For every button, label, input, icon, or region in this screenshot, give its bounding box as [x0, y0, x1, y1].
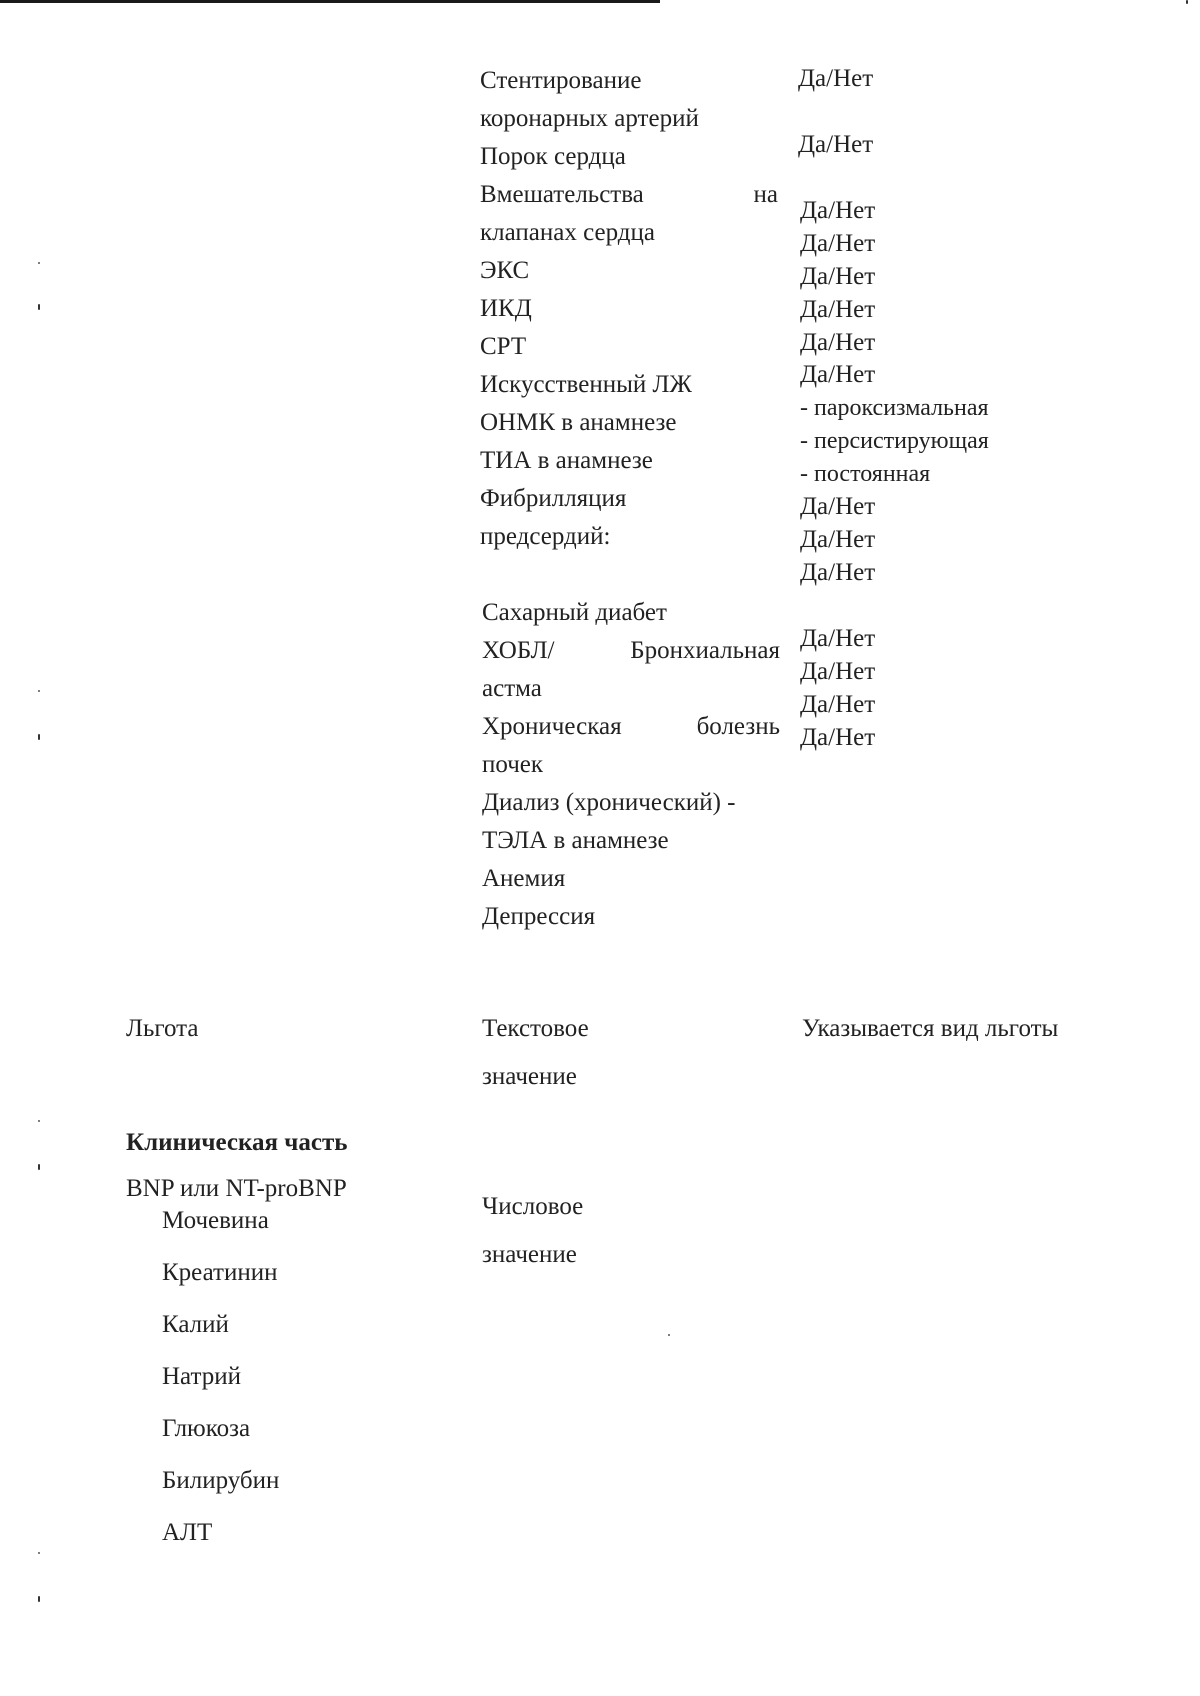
label-ckd-cont: почек — [482, 751, 544, 778]
scan-speck — [38, 304, 40, 310]
label-dialysis: Диализ (хронический) - — [482, 789, 736, 816]
label-valve-intervention-cont: клапанах сердца — [480, 219, 655, 246]
label-valve-defect: Порок сердца — [480, 143, 626, 170]
value-yes-no: Да/Нет — [800, 724, 876, 751]
label-copd — [482, 638, 780, 663]
scan-speck — [38, 1164, 40, 1170]
scan-speck — [1186, 0, 1188, 4]
label-valve-intervention-b: на — [753, 181, 778, 208]
value-yes-no: Да/Нет — [800, 296, 876, 323]
value-yes-no: Да/Нет — [800, 691, 876, 718]
value-yes-no: Да/Нет — [800, 526, 876, 553]
value-yes-no: Да/Нет — [800, 625, 876, 652]
label-stenting-cont: коронарных артерий — [480, 105, 699, 132]
value-yes-no: Да/Нет — [800, 559, 876, 586]
value-yes-no: Да/Нет — [800, 361, 876, 388]
label-valve-intervention — [480, 182, 778, 207]
label-tela: ТЭЛА в анамнезе — [482, 827, 669, 854]
scan-speck — [38, 1552, 40, 1554]
scan-speck — [38, 1596, 40, 1602]
clinical-type-cont: значение — [482, 1241, 577, 1268]
benefit-type: Текстовое — [482, 1015, 589, 1042]
scan-speck — [668, 1334, 670, 1336]
label-srt: СРТ — [480, 333, 527, 360]
label-onmk: ОНМК в анамнезе — [480, 409, 677, 436]
lab-item: Калий — [162, 1311, 229, 1338]
label-diabetes: Сахарный диабет — [482, 599, 667, 626]
value-yes-no: Да/Нет — [800, 197, 876, 224]
label-benefit: Льгота — [126, 1015, 199, 1042]
benefit-type-cont: значение — [482, 1063, 577, 1090]
clinical-heading: Клиническая часть — [126, 1129, 348, 1156]
scan-speck — [38, 690, 40, 692]
lab-item: Мочевина — [162, 1207, 269, 1234]
label-ckd-b: болезнь — [696, 713, 780, 740]
label-tia: ТИА в анамнезе — [480, 447, 653, 474]
value-yes-no: Да/Нет — [800, 329, 876, 356]
value-yes-no: Да/Нет — [800, 230, 876, 257]
value-yes-no: Да/Нет — [798, 131, 874, 158]
lab-bnp: BNP или NT-proBNP — [126, 1175, 347, 1202]
lab-item: Глюкоза — [162, 1415, 251, 1442]
label-ckd-a: Хроническая — [482, 713, 622, 740]
label-af: Фибрилляция — [480, 485, 627, 512]
value-af-persistent: - персистирующая — [800, 428, 989, 454]
value-af-permanent: - постоянная — [800, 461, 931, 487]
value-af-paroxysmal: - пароксизмальная — [800, 395, 989, 421]
value-yes-no: Да/Нет — [800, 658, 876, 685]
label-stenting: Стентирование — [480, 67, 642, 94]
lab-item: Креатинин — [162, 1259, 278, 1286]
label-depression: Депрессия — [482, 903, 596, 930]
value-yes-no: Да/Нет — [798, 65, 874, 92]
value-yes-no: Да/Нет — [800, 263, 876, 290]
label-af-cont: предсердий: — [480, 523, 611, 550]
scan-speck — [38, 262, 40, 264]
benefit-note: Указывается вид льготы — [802, 1015, 1059, 1042]
label-copd-a: ХОБЛ/ — [482, 637, 555, 664]
scan-speck — [38, 734, 40, 740]
top-rule-line — [0, 0, 660, 3]
label-copd-b: Бронхиальная — [630, 637, 780, 664]
value-yes-no: Да/Нет — [800, 493, 876, 520]
clinical-type: Числовое — [482, 1193, 584, 1220]
label-artificial-lv: Искусственный ЛЖ — [480, 371, 692, 398]
label-ikd: ИКД — [480, 295, 532, 322]
lab-item: Билирубин — [162, 1467, 280, 1494]
lab-item: Натрий — [162, 1363, 241, 1390]
label-copd-cont: астма — [482, 675, 542, 702]
label-valve-intervention-a: Вмешательства — [480, 181, 644, 208]
label-ckd — [482, 714, 780, 739]
lab-item: АЛТ — [162, 1519, 213, 1546]
label-anemia: Анемия — [482, 865, 566, 892]
scan-speck — [38, 1120, 40, 1122]
label-eks: ЭКС — [480, 257, 530, 284]
